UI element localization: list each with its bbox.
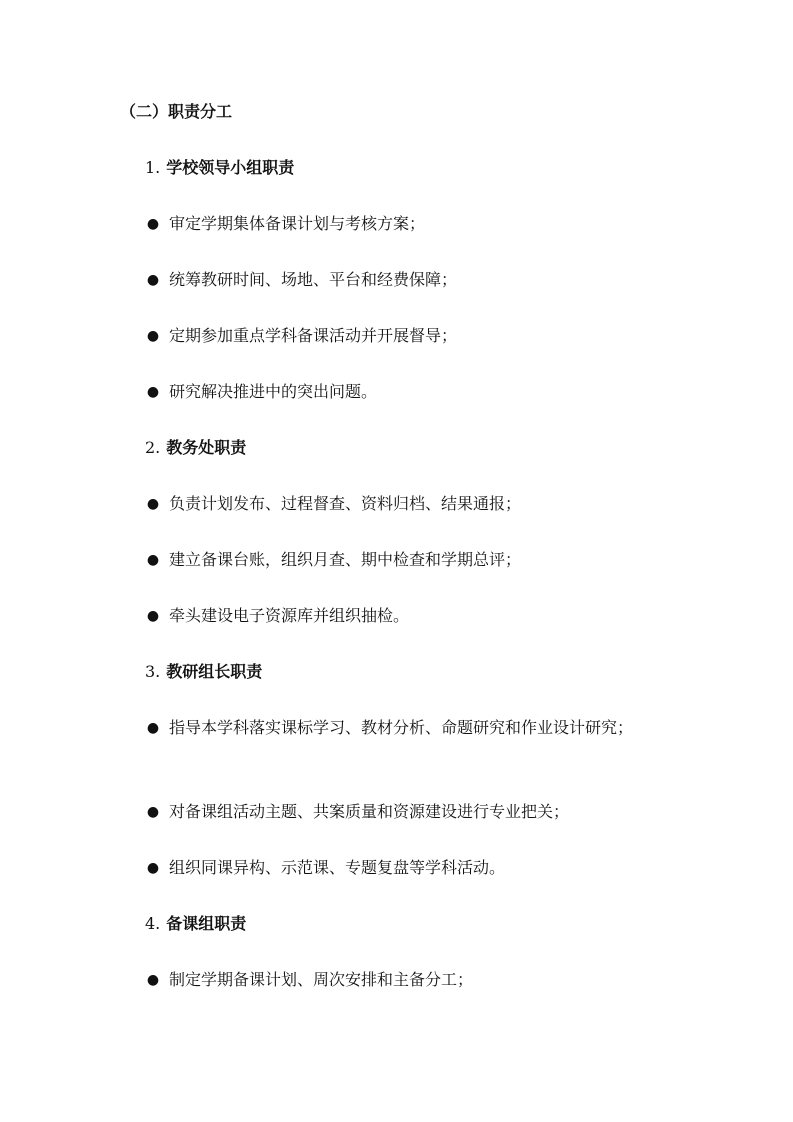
list-item bbox=[145, 548, 685, 572]
subsection-title: 备课组职责 bbox=[166, 914, 247, 933]
list-item-text: 审定学期集体备课计划与考核方案； bbox=[169, 214, 426, 233]
list-item-text: 定期参加重点学科备课活动并开展督导； bbox=[169, 326, 458, 345]
section-heading: （二）职责分工 bbox=[120, 102, 233, 121]
bullet-icon: ● bbox=[146, 328, 160, 344]
list-item bbox=[145, 604, 685, 628]
list-item-text: 负责计划发布、过程督查、资料归档、结果通报； bbox=[169, 494, 522, 513]
subsection-title: 教研组长职责 bbox=[166, 662, 263, 681]
bullet-icon: ● bbox=[146, 804, 160, 820]
list-item-text: 制定学期备课计划、周次安排和主备分工； bbox=[169, 970, 474, 989]
list-item bbox=[145, 716, 685, 740]
subsection-heading bbox=[145, 660, 262, 684]
list-item bbox=[145, 856, 685, 880]
list-item-text: 对备课组活动主题、共案质量和资源建设进行专业把关； bbox=[169, 802, 570, 821]
list-item-text: 研究解决推进中的突出问题。 bbox=[169, 382, 378, 401]
subsection-number: 1. bbox=[145, 158, 161, 177]
list-item bbox=[145, 380, 685, 404]
subsection-heading bbox=[145, 436, 246, 460]
list-item bbox=[145, 968, 685, 992]
list-item-text: 建立备课台账，组织月查、期中检查和学期总评； bbox=[169, 550, 522, 569]
list-item-text: 统筹教研时间、场地、平台和经费保障； bbox=[169, 270, 458, 289]
list-item bbox=[145, 212, 685, 236]
list-item bbox=[145, 268, 685, 292]
subsection-title: 教务处职责 bbox=[166, 438, 247, 457]
subsection-number: 4. bbox=[145, 914, 161, 933]
list-item bbox=[145, 492, 685, 516]
subsection-heading bbox=[145, 912, 246, 936]
subsection-number: 3. bbox=[145, 662, 161, 681]
bullet-icon: ● bbox=[146, 608, 160, 624]
bullet-icon: ● bbox=[146, 972, 160, 988]
bullet-icon: ● bbox=[146, 384, 160, 400]
bullet-icon: ● bbox=[146, 272, 160, 288]
bullet-icon: ● bbox=[146, 496, 160, 512]
list-item bbox=[145, 800, 685, 824]
list-item-text: 指导本学科落实课标学习、教材分析、命题研究和作业设计研究； bbox=[169, 718, 634, 737]
subsection-heading bbox=[145, 156, 294, 180]
subsection-number: 2. bbox=[145, 438, 161, 457]
bullet-icon: ● bbox=[146, 216, 160, 232]
bullet-icon: ● bbox=[146, 720, 160, 736]
subsection-title: 学校领导小组职责 bbox=[166, 158, 295, 177]
bullet-icon: ● bbox=[146, 552, 160, 568]
list-item bbox=[145, 324, 685, 348]
bullet-icon: ● bbox=[146, 860, 160, 876]
list-item-text: 组织同课异构、示范课、专题复盘等学科活动。 bbox=[169, 858, 506, 877]
list-item-text: 牵头建设电子资源库并组织抽检。 bbox=[169, 606, 410, 625]
